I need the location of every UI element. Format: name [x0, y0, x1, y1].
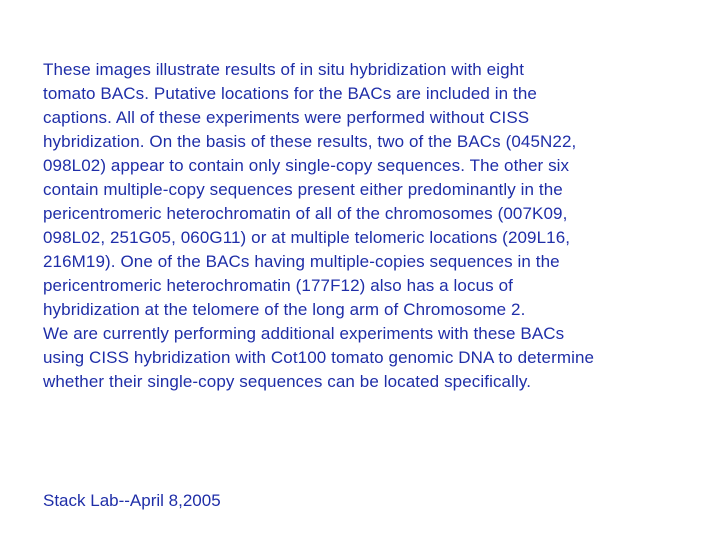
body-line: contain multiple-copy sequences present either predominantly in the [43, 180, 563, 199]
body-line: hybridization. On the basis of these results, two of the BACs (045N22, [43, 132, 577, 151]
body-line: 098L02, 251G05, 060G11) or at multiple telomeric locations (209L16, [43, 228, 571, 247]
footer-credit: Stack Lab--April 8,2005 [43, 491, 221, 510]
body-line: using CISS hybridization with Cot100 tomato genomic DNA to determine [43, 348, 595, 367]
body-line: 216M19). One of the BACs having multiple-copies sequences in the [43, 252, 560, 271]
body-line: hybridization at the telomere of the long arm of Chromosome 2. [43, 300, 526, 319]
body-line: tomato BACs. Putative locations for the BACs are included in the [43, 84, 537, 103]
body-line: We are currently performing additional experiments with these BACs [43, 324, 565, 343]
body-line: pericentromeric heterochromatin (177F12) also has a locus of [43, 276, 513, 295]
body-line: 098L02) appear to contain only single-copy sequences. The other six [43, 156, 570, 175]
body-line: captions. All of these experiments were performed without CISS [43, 108, 530, 127]
body-line: pericentromeric heterochromatin of all of the chromosomes (007K09, [43, 204, 568, 223]
body-line: whether their single-copy sequences can be located specifically. [43, 372, 532, 391]
body-text [43, 58, 703, 394]
body-line: These images illustrate results of in situ hybridization with eight [43, 60, 525, 79]
